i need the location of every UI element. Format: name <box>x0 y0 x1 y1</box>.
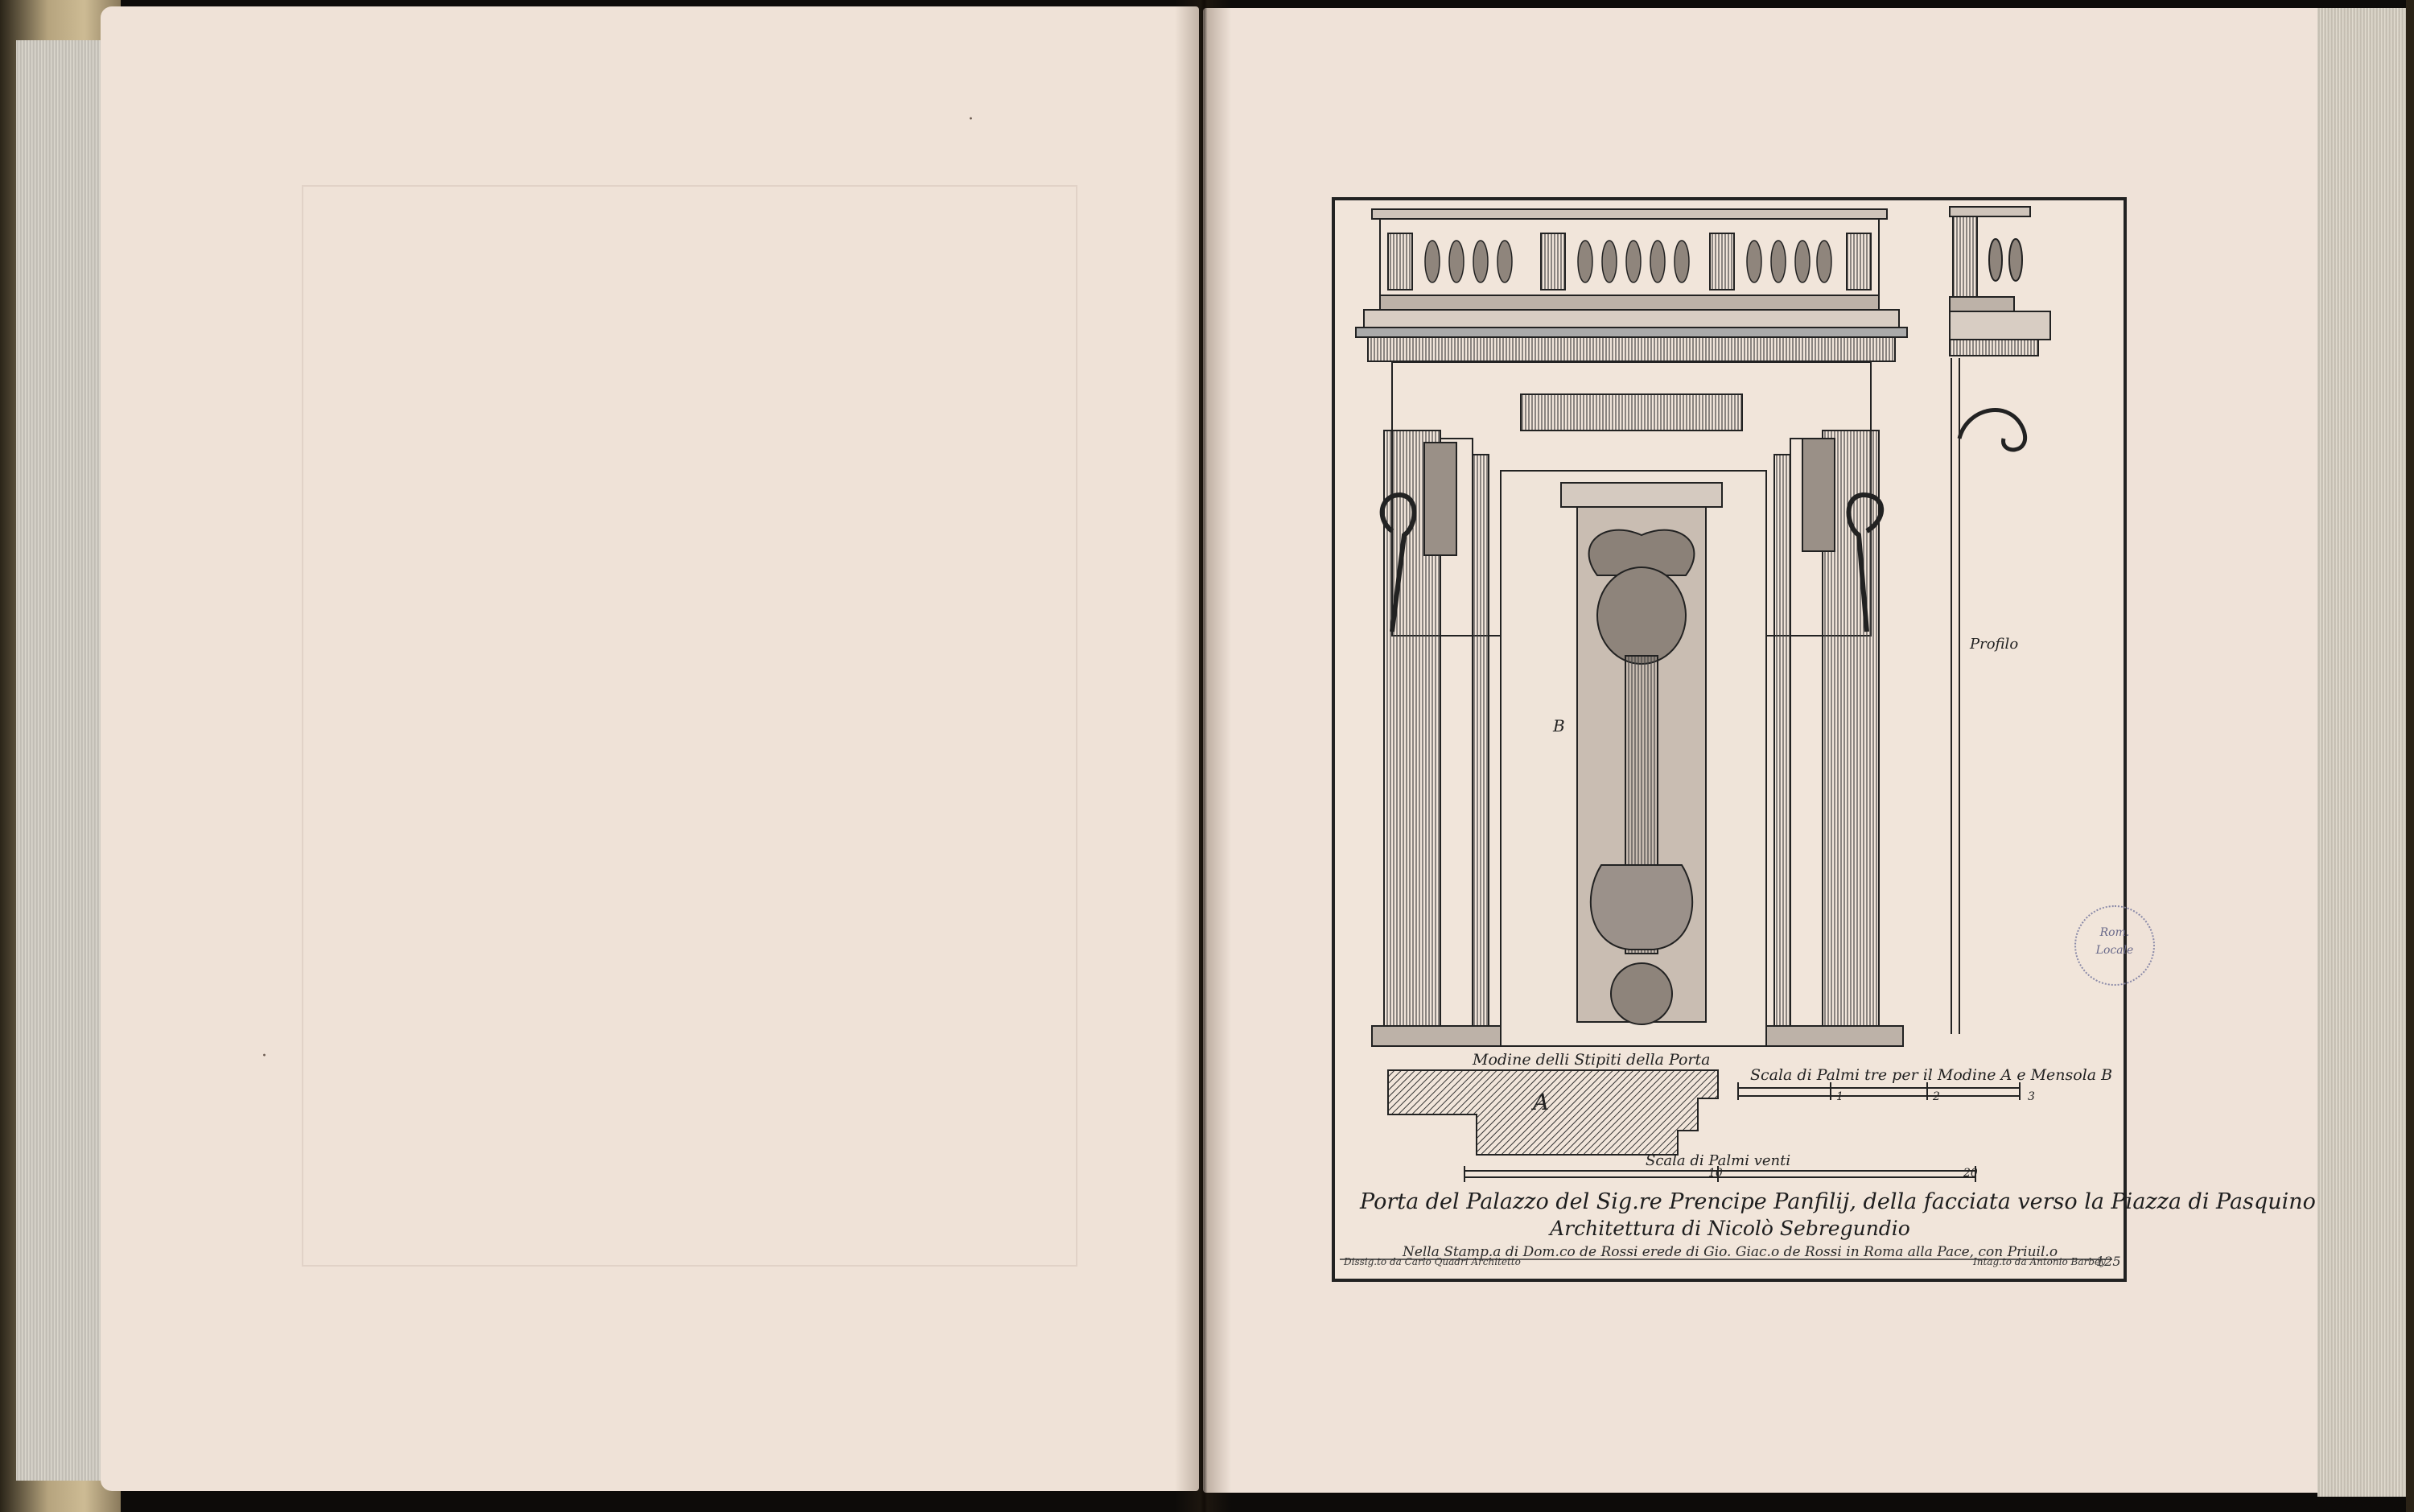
scale-bar-small <box>1738 1082 2020 1100</box>
scale-small-tick: 2 <box>1933 1090 1940 1103</box>
page-edges-right <box>2317 8 2414 1497</box>
book-cover-right <box>2406 0 2414 1512</box>
credit-draughtsman: Dissig.to da Carlo Quadri Architetto <box>1344 1256 1521 1267</box>
credit-engraver: Intag.to da Antonio Barbey <box>1973 1256 2106 1267</box>
plate-title: Porta del Palazzo del Sig.re Prencipe Panfilij, della facciata verso la Piazza di Pasquino <box>1360 1189 2316 1214</box>
balcony-balustrade <box>1356 209 1907 361</box>
stamp-line-2: Locale <box>2095 944 2134 957</box>
caption-jambs-moulding: Modine delli Stipiti della Porta <box>1473 1051 1711 1069</box>
plate-number: 125 <box>2096 1254 2121 1269</box>
scale-small-tick: 3 <box>2028 1090 2035 1103</box>
label-profilo: Profilo <box>1970 636 2019 653</box>
scale-small-tick: 1 <box>1836 1090 1843 1103</box>
door-engraving <box>1332 197 2316 1275</box>
moulding-profile-a <box>1388 1070 1718 1155</box>
profile-elevation <box>1950 207 2050 1034</box>
scale-large-label: Scala di Palmi venti <box>1646 1152 1791 1169</box>
plate-impression-ghost <box>302 185 1077 1267</box>
book-gutter <box>1175 0 1231 1512</box>
publisher-line: Nella Stamp.a di Dom.co de Rossi erede di Gio. Giac.o de Rossi in Roma alla Pace, con Priuil.o <box>1402 1244 2058 1260</box>
foxing-mark: · <box>262 1046 267 1066</box>
scale-large-tick: 20 <box>1963 1167 1978 1180</box>
label-a: A <box>1533 1089 1550 1115</box>
stamp-line-1: Rom. <box>2099 926 2130 939</box>
scale-large-tick: 10 <box>1708 1167 1723 1180</box>
label-b: B <box>1553 716 1565 735</box>
foxing-mark: · <box>968 109 974 130</box>
balusters <box>1425 241 1831 282</box>
library-stamp <box>2074 905 2155 986</box>
scale-small-label: Scala di Palmi tre per il Modine A e Mensola B <box>1750 1066 2113 1084</box>
page-edges-left <box>16 40 105 1481</box>
plate-subtitle: Architettura di Nicolò Sebregundio <box>1550 1217 1910 1240</box>
